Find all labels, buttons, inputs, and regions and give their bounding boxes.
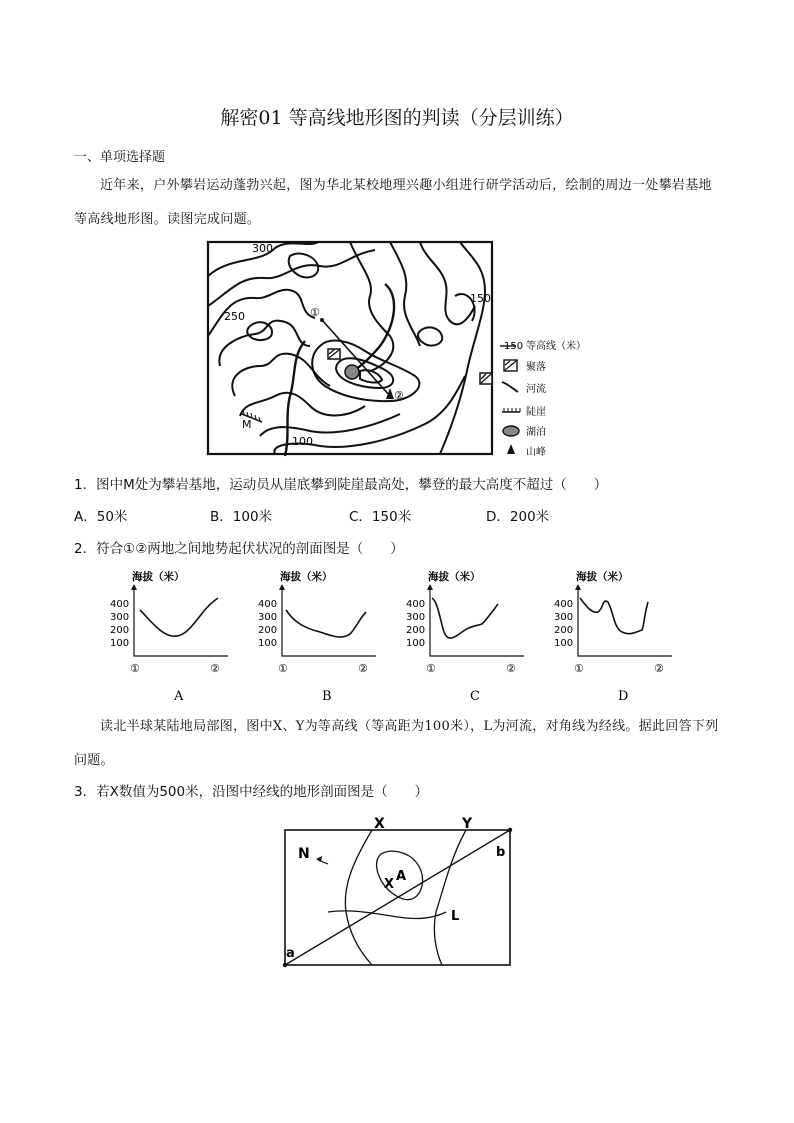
legend-contour-label: 等高线（米）	[526, 341, 586, 352]
profile-x-tick: ①	[426, 662, 436, 675]
profile-option-label[interactable]: A	[174, 689, 184, 704]
profile-chart-a	[110, 570, 228, 704]
section-heading: 一、单项选择题	[74, 150, 166, 165]
profile-y-tick: 200	[406, 625, 426, 636]
profile-ylabel: 海拔（米）	[132, 571, 185, 583]
profile-y-tick: 100	[554, 638, 574, 649]
river-icon	[502, 382, 518, 392]
profile-y-tick: 300	[554, 612, 574, 623]
contour-label-300: 300	[252, 242, 273, 255]
profile-options	[110, 566, 700, 706]
profile-y-tick: 300	[406, 612, 426, 623]
map-legend	[500, 339, 586, 458]
profile-chart-d	[554, 570, 672, 704]
profile-ylabel: 海拔（米）	[428, 571, 481, 583]
profile-y-tick: 400	[110, 599, 130, 610]
profile-x-tick: ①	[130, 662, 140, 675]
profile-y-tick: 400	[406, 599, 426, 610]
profile-axes	[430, 586, 524, 656]
point-label-1: ①	[310, 306, 320, 319]
profile-ylabel: 海拔（米）	[280, 571, 333, 583]
question-3-stem: 3．若X数值为500米，沿图中经线的地形剖面图是（ ）	[74, 784, 429, 800]
profile-y-tick: 400	[258, 599, 278, 610]
settlement-icon	[504, 360, 517, 371]
axis-arrow	[427, 584, 433, 590]
intro-paragraph-1: 近年来，户外攀岩运动蓬勃兴起，图为华北某校地理兴趣小组进行研学活动后，绘制的周边一处攀岩基地等高线地形图。读图完成问题。	[74, 178, 712, 227]
legend-peak-label: 山峰	[526, 447, 546, 458]
cliff-icon	[502, 408, 520, 412]
profile-y-tick: 100	[258, 638, 278, 649]
inner-x-label: X	[384, 877, 395, 892]
q1-option-a[interactable]: A．50米	[74, 509, 128, 525]
axis-arrow	[279, 584, 285, 590]
contour-label-250: 250	[224, 310, 245, 323]
profile-chart-c	[406, 570, 524, 704]
legend-settlement-label: 聚落	[526, 362, 546, 373]
intro-paragraph-2: 读北半球某陆地局部图，图中X、Y为等高线（等高距为100米），L为河流，对角线为经线。据此回答下列问题。	[74, 719, 719, 768]
q1-option-b[interactable]: B．100米	[210, 509, 273, 525]
profile-curve	[286, 610, 366, 637]
profile-y-tick: 200	[110, 625, 130, 636]
q1-option-c[interactable]: C．150米	[349, 509, 412, 525]
contour-map	[200, 236, 610, 462]
contour-label-100: 100	[292, 435, 313, 448]
profile-x-tick: ②	[506, 662, 516, 675]
profile-x-tick: ①	[278, 662, 288, 675]
profile-y-tick: 300	[258, 612, 278, 623]
legend-cliff-label: 陡崖	[526, 407, 546, 418]
profile-y-tick: 100	[406, 638, 426, 649]
point-label-2: ②	[394, 389, 404, 402]
profile-option-label[interactable]: D	[618, 689, 629, 704]
profile-axes	[134, 586, 228, 656]
profile-axes	[578, 586, 672, 656]
cliff-label-m: M	[242, 418, 252, 431]
profile-x-tick: ②	[210, 662, 220, 675]
question-1-stem: 1．图中M处为攀岩基地，运动员从崖底攀到陡崖最高处，攀登的最大高度不超过（ ）	[74, 477, 608, 493]
profile-ylabel: 海拔（米）	[576, 571, 629, 583]
q1-option-d[interactable]: D．200米	[486, 509, 550, 525]
question-2-stem: 2．符合①②两地之间地势起伏状况的剖面图是（ ）	[74, 541, 404, 557]
profile-option-label[interactable]: C	[470, 689, 480, 704]
profile-option-label[interactable]: B	[322, 689, 332, 704]
profile-x-tick: ①	[574, 662, 584, 675]
profile-y-tick: 400	[554, 599, 574, 610]
corner-b-label: b	[496, 845, 506, 860]
profile-x-tick: ②	[654, 662, 664, 675]
corner-a-label: a	[286, 946, 295, 961]
legend-river-label: 河流	[526, 384, 546, 395]
page-title: 解密01 等高线地形图的判读（分层训练）	[220, 107, 574, 129]
profile-curve	[580, 598, 648, 634]
river-l-label: L	[451, 909, 460, 924]
contour-y-label: Y	[462, 816, 473, 832]
profile-y-tick: 100	[110, 638, 130, 649]
axis-arrow	[131, 584, 137, 590]
profile-curve	[140, 598, 218, 636]
local-land-map	[276, 812, 526, 974]
profile-y-tick: 200	[554, 625, 574, 636]
profile-curve	[432, 598, 498, 638]
profile-chart-b	[258, 570, 376, 704]
profile-y-tick: 300	[110, 612, 130, 623]
profile-y-tick: 200	[258, 625, 278, 636]
svg-text:150: 150	[504, 341, 524, 352]
contour-x-label: X	[374, 816, 385, 832]
point-a-label: A	[396, 869, 407, 884]
contour-label-150: 150	[470, 292, 491, 305]
peak-icon	[507, 444, 515, 454]
axis-arrow	[575, 584, 581, 590]
profile-x-tick: ②	[358, 662, 368, 675]
lake-icon	[503, 426, 519, 436]
legend-lake-label: 湖泊	[526, 427, 546, 438]
north-label: N	[298, 846, 310, 862]
